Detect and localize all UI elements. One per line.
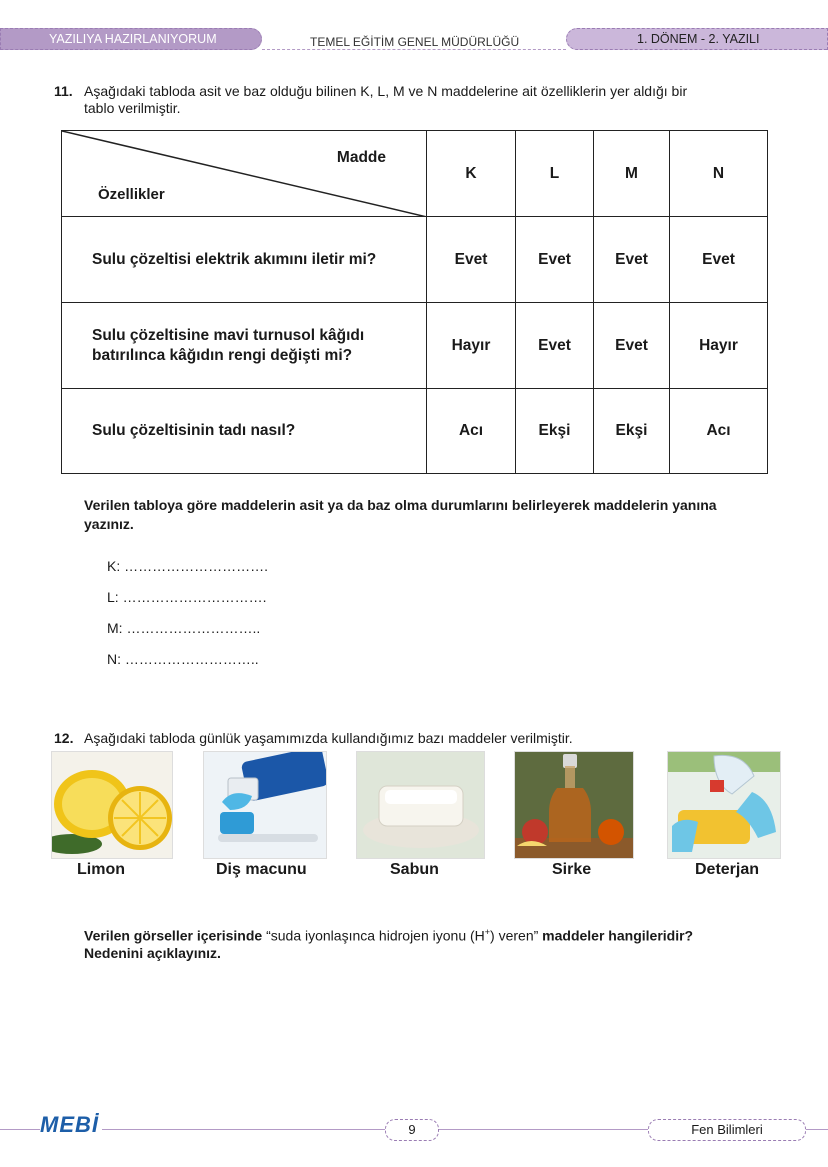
corner-label-madde: Madde [336, 149, 386, 166]
question-12-instruction-line2: Nedenini açıklayınız. [84, 945, 221, 961]
table-cell: Evet [594, 217, 670, 303]
answer-line-n[interactable]: N: ……………………….. [107, 651, 259, 667]
table-cell: Acı [670, 389, 768, 474]
page-number: 9 [385, 1119, 439, 1141]
footer-line-left [0, 1129, 40, 1130]
caption-dis-macunu: Diş macunu [216, 861, 307, 878]
row-label: Sulu çözeltisi elektrik akımını iletir mi? [62, 217, 427, 303]
row-label: Sulu çözeltisine mavi turnusol kâğıdı batırılınca kâğıdın rengi değişti mi? [62, 303, 427, 389]
question-12-text: Aşağıdaki tabloda günlük yaşamımızda kullandığımız bazı maddeler verilmiştir. [84, 730, 573, 746]
mebi-logo: MEBİ [40, 1112, 99, 1137]
table-cell: Ekşi [516, 389, 594, 474]
caption-sabun: Sabun [390, 861, 439, 878]
table-cell: Evet [670, 217, 768, 303]
question-11-instruction-line2: yazınız. [84, 516, 134, 532]
footer-line-end [804, 1129, 828, 1130]
table-cell: Acı [427, 389, 516, 474]
table-corner-cell [62, 131, 427, 217]
row-label: Sulu çözeltisinin tadı nasıl? [62, 389, 427, 474]
column-header-k: K [427, 131, 516, 217]
header-left-tab: YAZILIYA HAZIRLANIYORUM [0, 28, 262, 50]
diagonal-line [62, 131, 427, 217]
detergent-image [667, 751, 781, 859]
column-header-l: L [516, 131, 594, 217]
column-header-m: M [594, 131, 670, 217]
lemon-icon [52, 752, 172, 858]
answer-line-k[interactable]: K: …………………………. [107, 558, 269, 574]
caption-limon: Limon [77, 861, 125, 878]
header-center-title: TEMEL EĞİTİM GENEL MÜDÜRLÜĞÜ [310, 35, 520, 49]
soap-image [356, 751, 485, 859]
table-row [62, 303, 768, 389]
footer-line-middle [102, 1129, 385, 1130]
answer-line-m[interactable]: M: ……………………….. [107, 620, 261, 636]
question-12-number: 12. [54, 730, 74, 746]
table-cell: Evet [516, 217, 594, 303]
header-divider [262, 49, 566, 50]
table-row [62, 217, 768, 303]
table-cell: Evet [594, 303, 670, 389]
vinegar-image [514, 751, 634, 859]
table-header-row [62, 131, 768, 217]
question-11-text-line1: Aşağıdaki tabloda asit ve baz olduğu bilinen K, L, M ve N maddelerine ait özelliklerin yer aldığı bir [84, 83, 688, 99]
toothpaste-icon [204, 752, 326, 858]
answer-line-l[interactable]: L: …………………………. [107, 589, 267, 605]
properties-table [61, 130, 768, 474]
question-11-number: 11. [54, 83, 73, 99]
vinegar-icon [515, 752, 633, 858]
table-cell: Ekşi [594, 389, 670, 474]
corner-label-ozellikler: Özellikler [98, 186, 165, 203]
detergent-icon [668, 752, 780, 858]
caption-deterjan: Deterjan [695, 861, 760, 878]
toothpaste-image [203, 751, 327, 859]
subject-label: Fen Bilimleri [648, 1119, 806, 1141]
table-cell: Hayır [670, 303, 768, 389]
question-12-instruction-line1: Verilen görseller içerisinde “suda iyonlaşınca hidrojen iyonu (H+) veren” maddeler hangileridir? [84, 927, 694, 944]
lemon-image [51, 751, 173, 859]
soap-icon [357, 752, 484, 858]
table-row [62, 389, 768, 474]
column-header-n: N [670, 131, 768, 217]
header-right-tab: 1. DÖNEM - 2. YAZILI [566, 28, 828, 50]
caption-sirke: Sirke [552, 861, 592, 878]
table-cell: Evet [516, 303, 594, 389]
table-cell: Hayır [427, 303, 516, 389]
question-11-instruction-line1: Verilen tabloya göre maddelerin asit ya da baz olma durumlarını belirleyerek maddelerin yanına [84, 497, 717, 513]
table-cell: Evet [427, 217, 516, 303]
footer-line-right [437, 1129, 648, 1130]
question-11-text-line2: tablo verilmiştir. [84, 100, 181, 116]
